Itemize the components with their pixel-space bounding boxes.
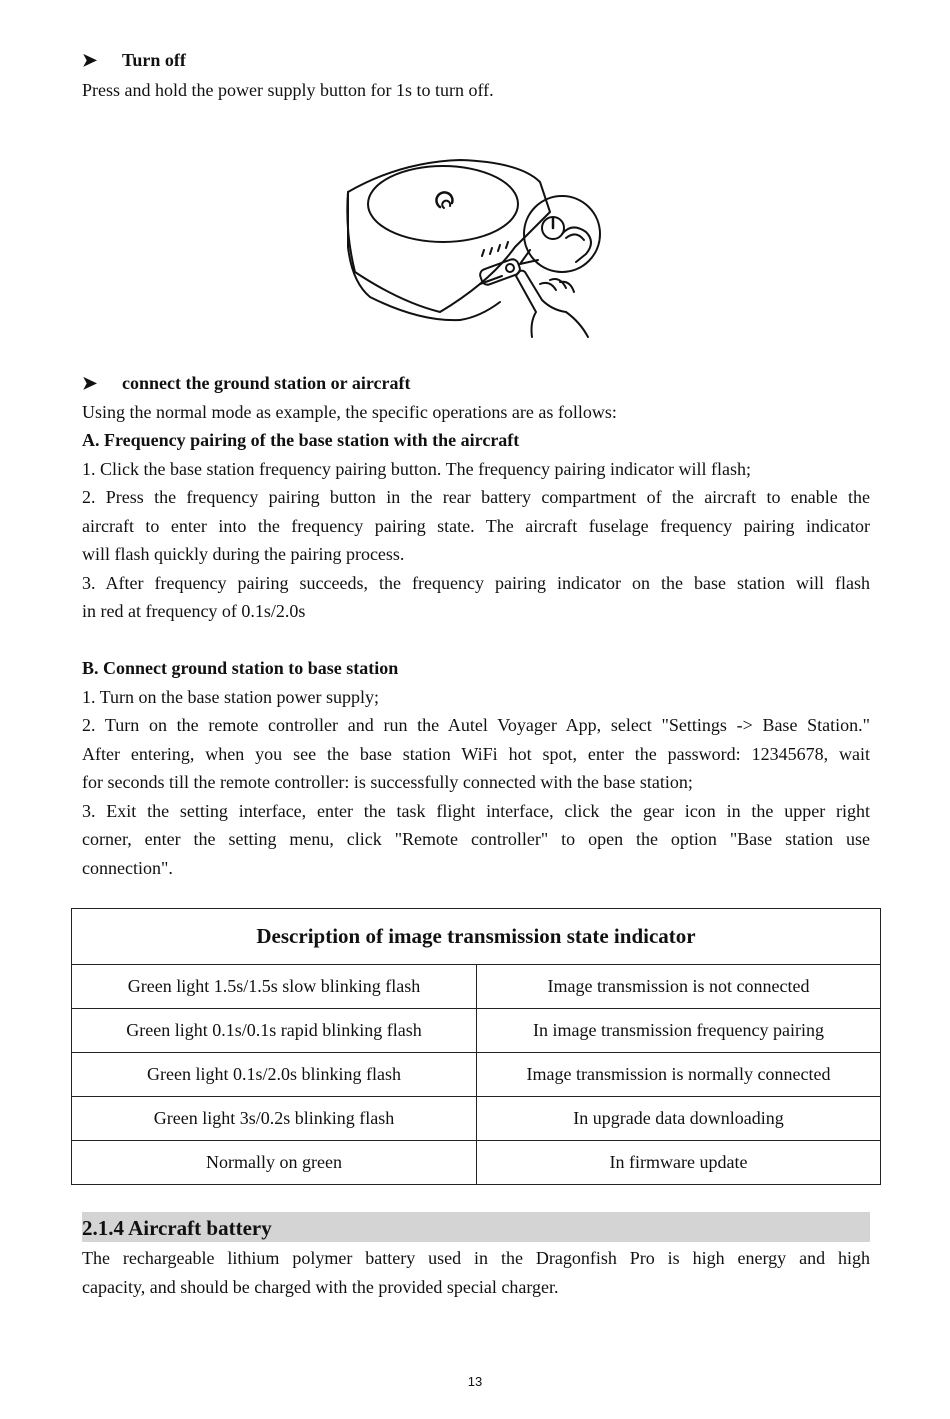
arrow-bullet-icon: ➤ — [82, 50, 98, 70]
arrow-bullet-icon: ➤ — [82, 373, 98, 393]
light-pattern-cell: Green light 0.1s/2.0s blinking flash — [72, 1053, 477, 1097]
section-b-title: B. Connect ground station to base station — [82, 658, 399, 678]
table-row — [72, 1097, 881, 1141]
table-row — [72, 1009, 881, 1053]
state-cell: Image transmission is normally connected — [477, 1053, 881, 1097]
battery-section-heading: 2.1.4 Aircraft battery — [82, 1212, 870, 1242]
light-pattern-cell: Green light 0.1s/0.1s rapid blinking flash — [72, 1009, 477, 1053]
section-b-line: 1. Turn on the base station power supply; — [82, 687, 379, 707]
section-b-line: 3. Exit the setting interface, enter the task flight interface, click the gear icon in the upper right — [82, 801, 870, 821]
connect-heading-row — [82, 369, 410, 397]
table-row — [72, 1141, 881, 1185]
table-header-row — [72, 909, 881, 965]
state-cell: In upgrade data downloading — [477, 1097, 881, 1141]
base-station-power-illustration — [340, 152, 610, 352]
section-a-title: A. Frequency pairing of the base station with the aircraft — [82, 430, 520, 450]
state-cell: Image transmission is not connected — [477, 965, 881, 1009]
section-a-line: 3. After frequency pairing succeeds, the frequency pairing indicator on the base station will flash — [82, 573, 870, 593]
section-b-line: connection". — [82, 858, 173, 878]
turn-off-heading-row — [82, 46, 186, 74]
section-a-line: aircraft to enter into the frequency pairing state. The aircraft fuselage frequency pairing indicator — [82, 516, 870, 536]
light-pattern-cell: Normally on green — [72, 1141, 477, 1185]
connect-intro: Using the normal mode as example, the specific operations are as follows: — [82, 402, 617, 422]
section-b-line: 2. Turn on the remote controller and run the Autel Voyager App, select "Settings -> Base Station." — [82, 715, 870, 735]
table-row — [72, 965, 881, 1009]
section-b-line: After entering, when you see the base station WiFi hot spot, enter the password: 12345678, wait — [82, 744, 870, 764]
page-number: 13 — [467, 1374, 483, 1389]
section-a-line: 1. Click the base station frequency pairing button. The frequency pairing indicator will flash; — [82, 459, 751, 479]
turn-off-text: Press and hold the power supply button for 1s to turn off. — [82, 80, 494, 100]
section-b-line: corner, enter the setting menu, click "Remote controller" to open the option "Base station use — [82, 829, 870, 849]
table-row — [72, 1053, 881, 1097]
state-cell: In image transmission frequency pairing — [477, 1009, 881, 1053]
battery-line: The rechargeable lithium polymer battery used in the Dragonfish Pro is high energy and high — [82, 1248, 870, 1268]
state-cell: In firmware update — [477, 1141, 881, 1185]
section-a-line: in red at frequency of 0.1s/2.0s — [82, 601, 306, 621]
indicator-table — [71, 908, 881, 1185]
battery-line: capacity, and should be charged with the provided special charger. — [82, 1277, 559, 1297]
light-pattern-cell: Green light 3s/0.2s blinking flash — [72, 1097, 477, 1141]
light-pattern-cell: Green light 1.5s/1.5s slow blinking flash — [72, 965, 477, 1009]
section-a-line: 2. Press the frequency pairing button in the rear battery compartment of the aircraft to enable the — [82, 487, 870, 507]
section-b-line: for seconds till the remote controller: is successfully connected with the base station; — [82, 772, 693, 792]
section-a-line: will flash quickly during the pairing process. — [82, 544, 405, 564]
table-title: Description of image transmission state indicator — [72, 909, 881, 965]
turn-off-heading: Turn off — [122, 50, 186, 70]
connect-heading: connect the ground station or aircraft — [122, 373, 411, 393]
